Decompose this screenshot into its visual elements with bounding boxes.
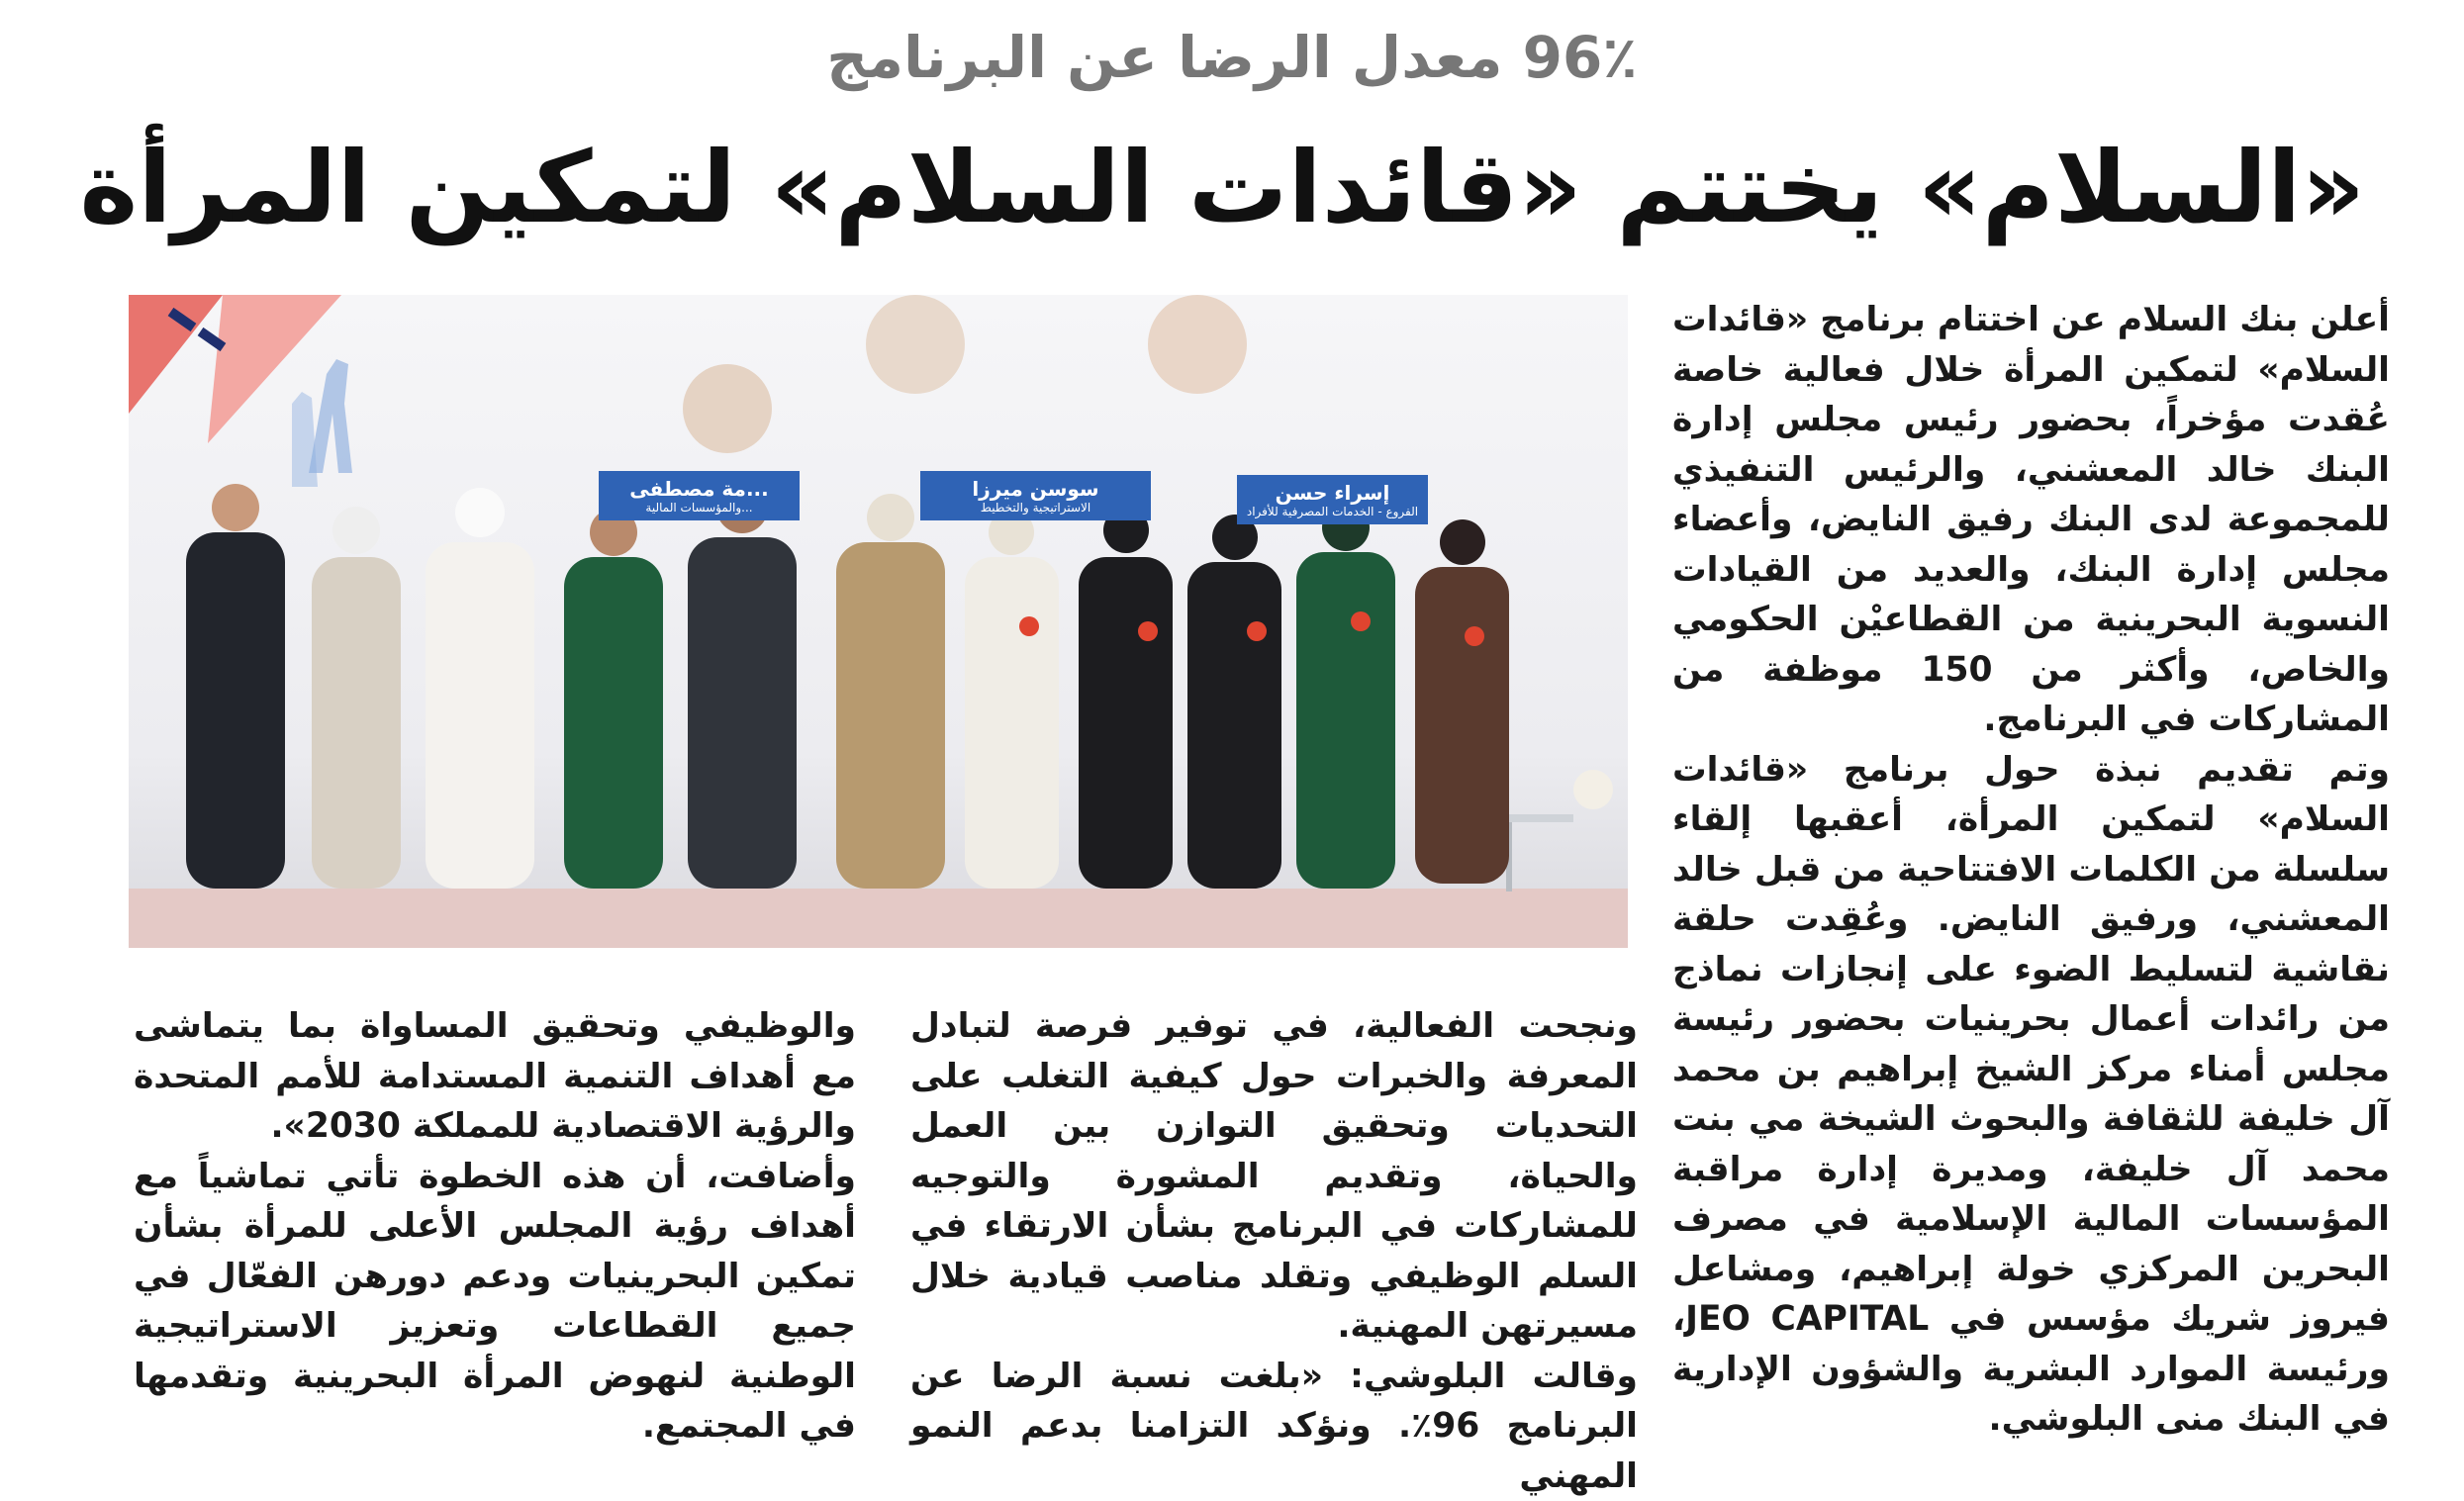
badge-name: ...مة مصطفى xyxy=(629,477,768,501)
name-badge xyxy=(599,471,800,520)
paragraph: ونجحت الفعالية، في توفير فرصة لتبادل المعرفة والخبرات حول كيفية التغلب على التحديات وتحقيق التوازن بين العمل والحياة، وتقديم المشورة والتوجيه للمشاركات في البرنامج بشأن الارتقاء في السلم الوظيفي وتقلد مناصب قيادية خلال مسيرتهن المهنية. xyxy=(910,1001,1638,1352)
flowers xyxy=(1573,770,1613,809)
article-column-left xyxy=(134,1001,856,1452)
headline: «السلام» يختتم «قائدات السلام» لتمكين المرأة xyxy=(148,119,2365,257)
portrait xyxy=(866,295,965,394)
paragraph: وتم تقديم نبذة حول برنامج «قائدات السلام» لتمكين المرأة، أعقبها إلقاء سلسلة من الكلمات الافتتاحية من قبل خالد المعشني، ورفيق النايض. وعُقِدت حلقة نقاشية لتسليط الضوء على إنجازات نماذج من رائدات أعمال بحرينيات بحضور رئيسة مجلس أمناء مركز الشيخ إبراهيم بن محمد آل خليفة للثقافة والبحوث الشيخة مي بنت محمد آل خليفة، ومديرة إدارة مراقبة المؤسسات المالية الإسلامية في مصرف البحرين المركزي خولة إبراهيم، ومشاعل فيروز شريك مؤسس في JEO CAPITAL، ورئيسة الموارد البشرية والشؤون الإدارية في البنك منى البلوشي. xyxy=(1672,745,2390,1445)
paragraph: وقالت البلوشي: «بلغت نسبة الرضا عن البرنامج 96٪. ونؤكد التزامنا بدعم النمو المهني xyxy=(910,1352,1638,1501)
badge-role: الفروع - الخدمات المصرفية للأفراد xyxy=(1241,505,1424,518)
paragraph: وأضافت، أن هذه الخطوة تأتي تماشياً مع أهداف رؤية المجلس الأعلى للمرأة بشأن تمكين البحرينيات ودعم دورهن الفعّال في جميع القطاعات وتعزيز الاستراتيجية الوطنية لنهوض المرأة البحرينية وتقدمها في المجتمع. xyxy=(134,1152,856,1452)
badge-name: سوسن ميرزا xyxy=(972,477,1098,501)
stage-floor xyxy=(129,889,1628,948)
portrait xyxy=(1148,295,1247,394)
people-group xyxy=(186,482,1509,889)
silhouette xyxy=(292,392,318,487)
badge-role: ...والمؤسسات المالية xyxy=(603,501,796,515)
kicker: 96٪ معدل الرضا عن البرنامج xyxy=(0,18,2464,97)
article-column-middle xyxy=(910,1001,1638,1501)
name-badge xyxy=(1237,475,1428,524)
event-photo-illustration xyxy=(129,295,1628,948)
portrait xyxy=(683,364,772,453)
paragraph: والوظيفي وتحقيق المساواة بما يتماشى مع أهداف التنمية المستدامة للأمم المتحدة والرؤية الاقتصادية للمملكة 2030». xyxy=(134,1001,856,1152)
event-photo xyxy=(129,295,1628,948)
name-badge xyxy=(920,471,1151,520)
badge-name: إسراء حسن xyxy=(1276,481,1390,505)
badge-role: الاستراتيجية والتخطيط xyxy=(924,501,1147,515)
article-column-right xyxy=(1672,295,2390,1445)
paragraph: أعلن بنك السلام عن اختتام برنامج «قائدات السلام» لتمكين المرأة خلال فعالية خاصة عُقدت مؤخراً، بحضور رئيس مجلس إدارة البنك خالد المعشني، والرئيس التنفيذي للمجموعة لدى البنك رفيق النايض، وأعضاء مجلس إدارة البنك، والعديد من القيادات النسوية البحرينية من القطاعيْن الحكومي والخاص، وأكثر من 150 موظفة من المشاركات في البرنامج. xyxy=(1672,295,2390,745)
